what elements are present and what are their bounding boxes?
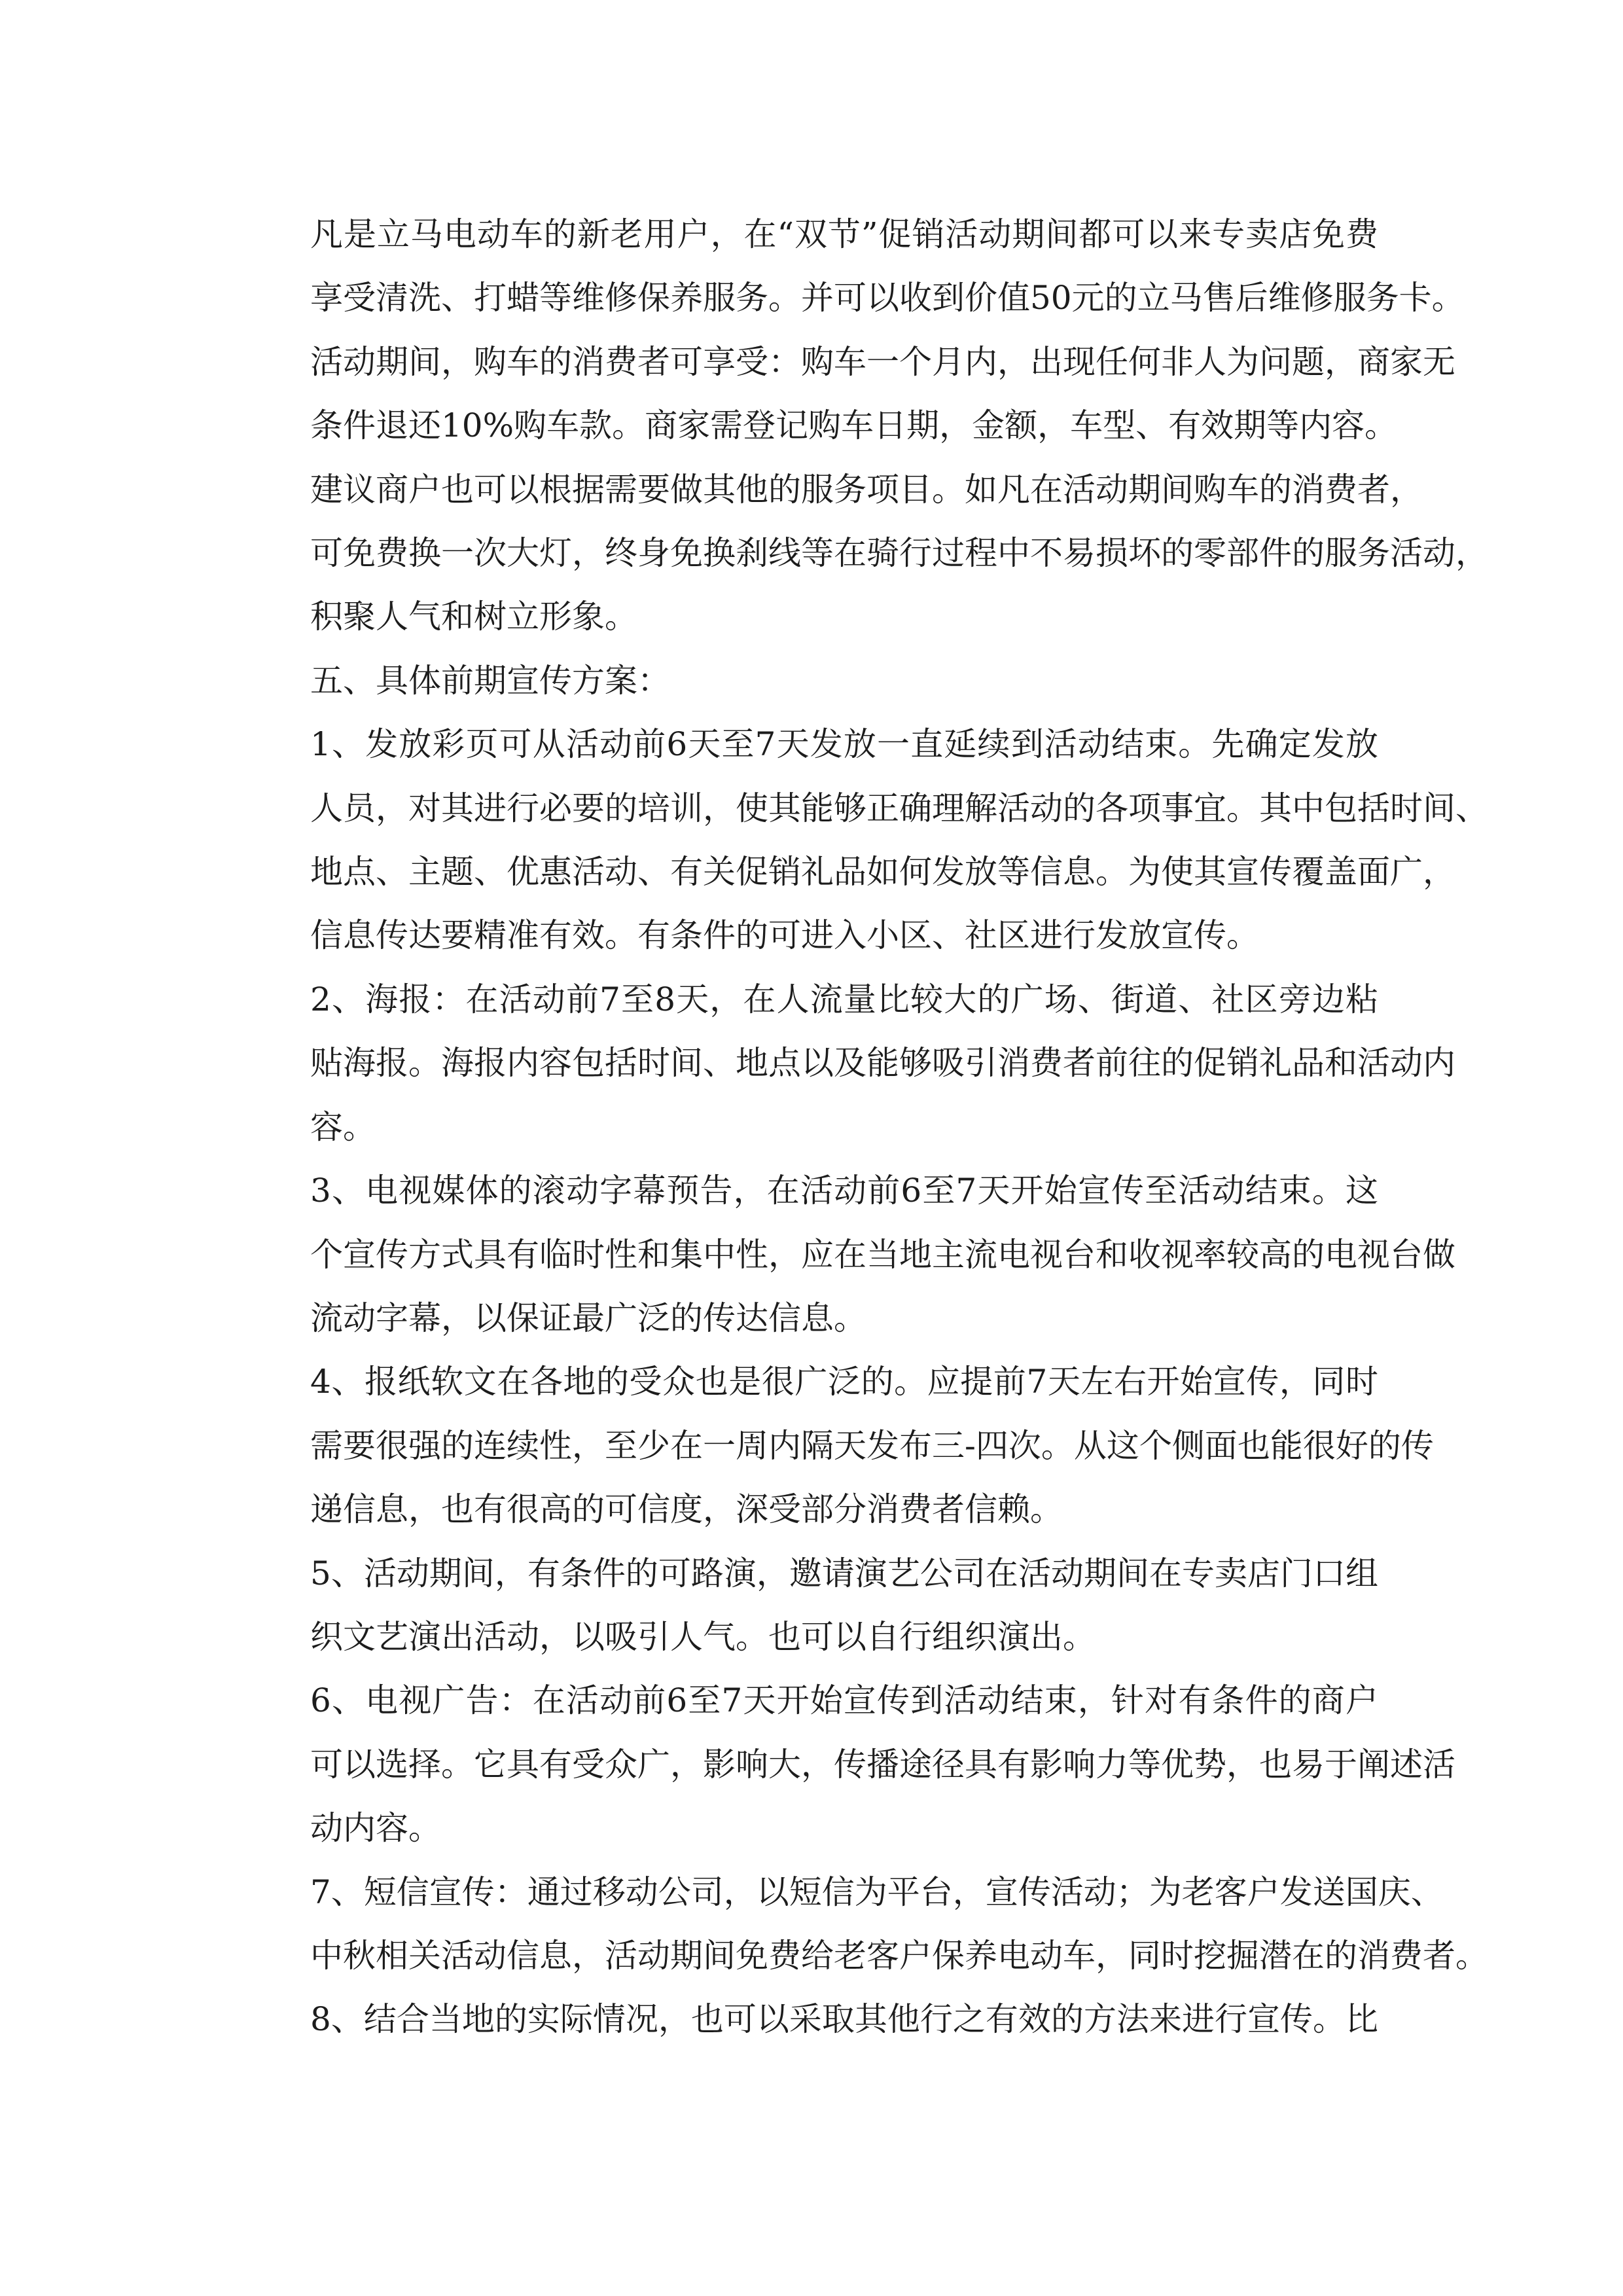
text-line: 活动期间，购车的消费者可享受：购车一个月内，出现任何非人为问题，商家无 [310, 342, 1455, 381]
list-item-1 [245, 713, 1488, 968]
list-item-6 [245, 1669, 1455, 1860]
text-line: 地点、主题、优惠活动、有关促销礼品如何发放等信息。为使其宣传覆盖面广， [310, 853, 1455, 891]
text-line: 7、短信宣传：通过移动公司，以短信为平台，宣传活动；为老客户发送国庆、 [310, 1873, 1444, 1911]
text-line: 需要很强的连续性，至少在一周内隔天发布三-四次。从这个侧面也能很好的传 [310, 1426, 1434, 1465]
list-item-5 [245, 1542, 1378, 1670]
text-line: 4、报纸软文在各地的受众也是很广泛的。应提前7天左右开始宣传，同时 [310, 1363, 1378, 1401]
text-line: 中秋相关活动信息，活动期间免费给老客户保养电动车，同时挖掘潜在的消费者。 [310, 1936, 1488, 1975]
list-item-8 [245, 1988, 1378, 2051]
text-line: 容。 [310, 1107, 376, 1146]
text-line: 2、海报：在活动前7至8天，在人流量比较大的广场、街道、社区旁边粘 [310, 980, 1378, 1018]
paragraph-merchant-suggestion [245, 458, 1488, 649]
text-line: 可免费换一次大灯，终身免换刹线等在骑行过程中不易损坏的零部件的服务活动， [310, 534, 1488, 573]
document-body [245, 203, 1488, 2052]
text-line: 动内容。 [310, 1809, 441, 1848]
list-item-4 [245, 1350, 1434, 1541]
text-line: 流动字幕，以保证最广泛的传达信息。 [310, 1299, 866, 1337]
text-line: 五、具体前期宣传方案： [310, 661, 670, 700]
text-line: 建议商户也可以根据需要做其他的服务项目。如凡在活动期间购车的消费者， [310, 470, 1423, 509]
text-line: 1、发放彩页可从活动前6天至7天发放一直延续到活动结束。先确定发放 [310, 725, 1378, 764]
text-line: 凡是立马电动车的新老用户，在“双节”促销活动期间都可以来专卖店免费 [310, 215, 1378, 253]
list-item-3 [245, 1159, 1455, 1350]
text-line: 3、电视媒体的滚动字幕预告，在活动前6至7天开始宣传至活动结束。这 [310, 1172, 1378, 1210]
text-line: 6、电视广告：在活动前6至7天开始宣传到活动结束，针对有条件的商户 [310, 1681, 1378, 1720]
text-line: 信息传达要精准有效。有条件的可进入小区、社区进行发放宣传。 [310, 916, 1259, 955]
text-line: 可以选择。它具有受众广，影响大，传播途径具有影响力等优势，也易于阐述活 [310, 1745, 1455, 1784]
text-line: 积聚人气和树立形象。 [310, 598, 637, 636]
text-line: 织文艺演出活动，以吸引人气。也可以自行组织演出。 [310, 1617, 1096, 1656]
text-line: 贴海报。海报内容包括时间、地点以及能够吸引消费者前往的促销礼品和活动内 [310, 1044, 1455, 1083]
paragraph-service-offer [245, 203, 1465, 458]
text-line: 人员，对其进行必要的培训，使其能够正确理解活动的各项事宜。其中包括时间、 [310, 789, 1488, 827]
text-line: 8、结合当地的实际情况，也可以采取其他行之有效的方法来进行宣传。比 [310, 2000, 1378, 2039]
text-line: 条件退还10%购车款。商家需登记购车日期，金额，车型、有效期等内容。 [310, 406, 1398, 445]
text-line: 个宣传方式具有临时性和集中性，应在当地主流电视台和收视率较高的电视台做 [310, 1235, 1455, 1274]
text-line: 5、活动期间，有条件的可路演，邀请演艺公司在活动期间在专卖店门口组 [310, 1554, 1378, 1592]
section-heading [245, 649, 1378, 713]
list-item-2 [245, 968, 1455, 1159]
list-item-7 [245, 1861, 1488, 1988]
text-line: 享受清洗、打蜡等维修保养服务。并可以收到价值50元的立马售后维修服务卡。 [310, 279, 1465, 317]
text-line: 递信息，也有很高的可信度，深受部分消费者信赖。 [310, 1490, 1063, 1529]
